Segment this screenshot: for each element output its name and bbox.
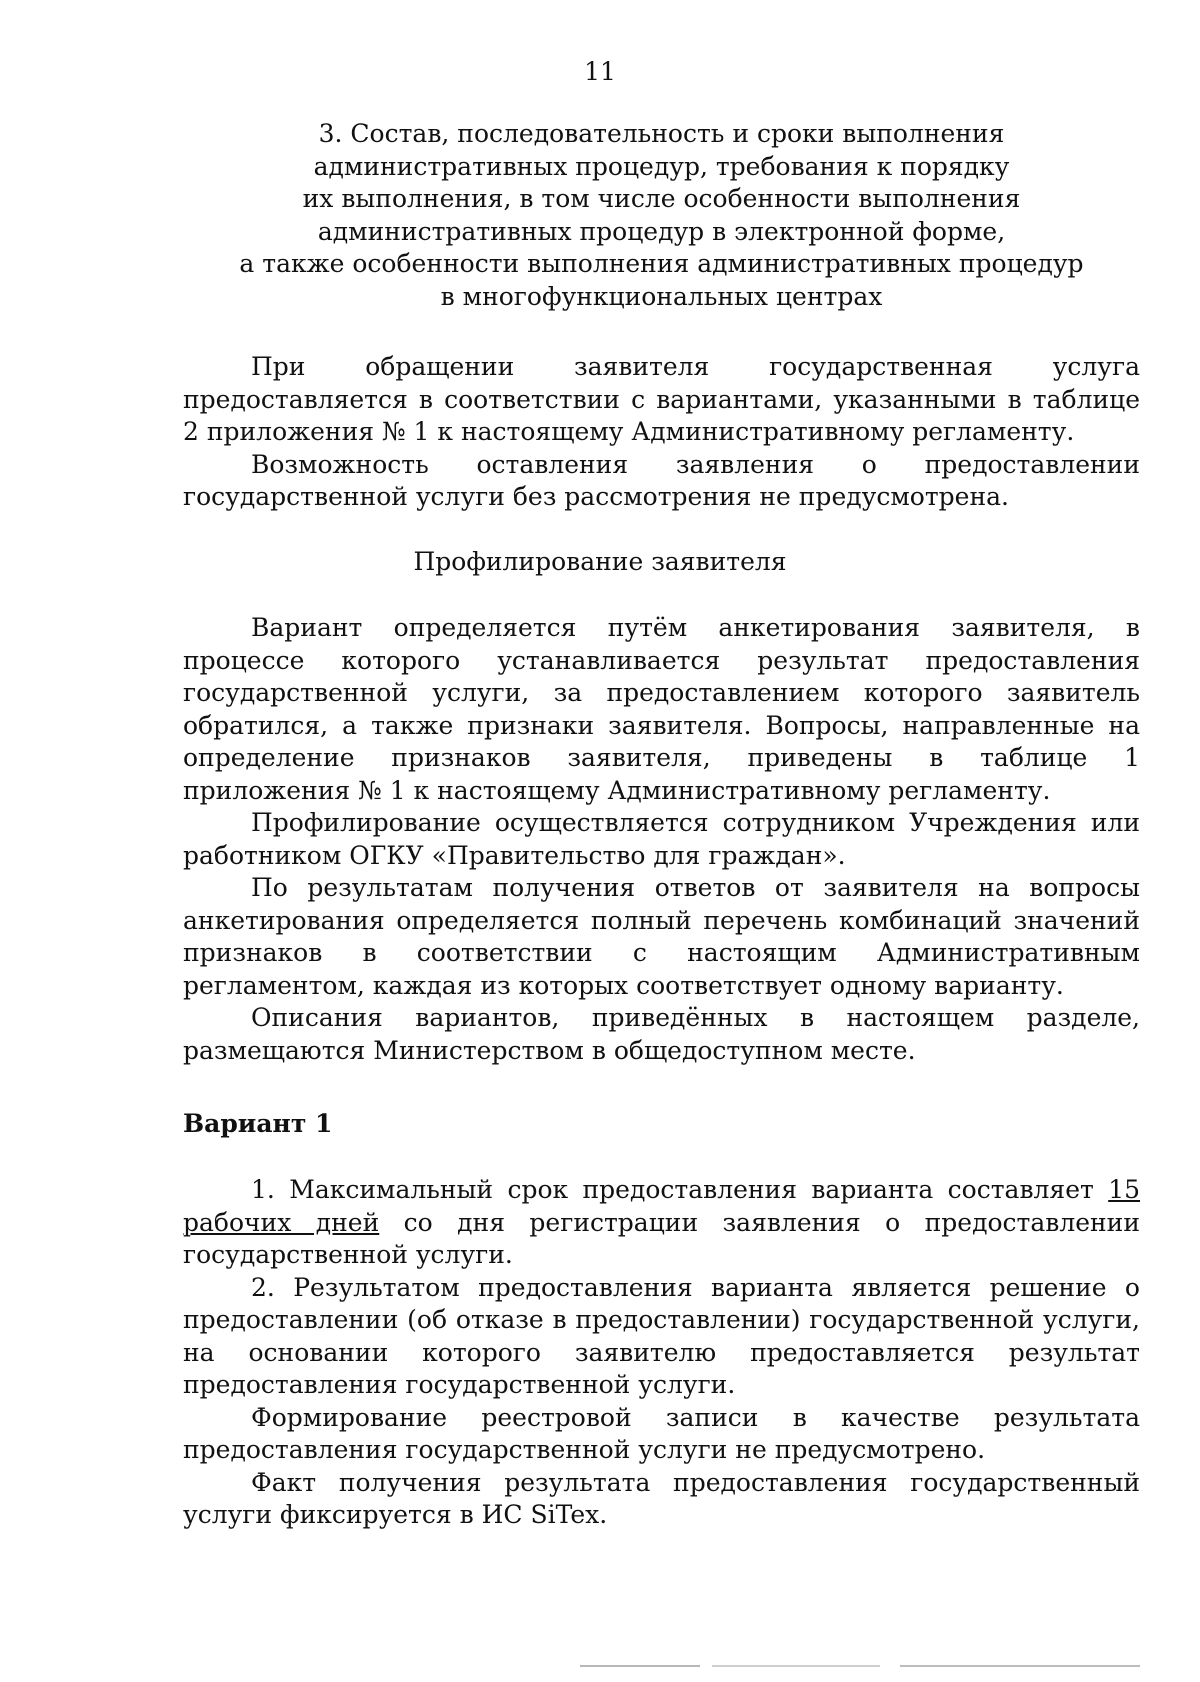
variant-1-term-suffix: со дня регистрации заявления о предоставлении государственной услуги. <box>183 1207 1140 1269</box>
variant-1-paragraph-4: Факт получения результата предоставления государственный услуги фиксируется в ИС SiTex. <box>183 1467 1140 1529</box>
intro-paragraph-1: При обращении заявителя государственная услуга предоставляется в соответствии с вариантами, указанными в таблице 2 приложения № 1 к настоящему Административному регламенту. <box>183 352 1140 446</box>
intro-section <box>183 351 1140 514</box>
section-heading-line: административных процедур, требования к порядку <box>313 151 1010 181</box>
profiling-heading: Профилирование заявителя <box>413 547 787 576</box>
variant-1-term-prefix: 1. Максимальный срок предоставления варианта составляет <box>251 1175 1109 1204</box>
profiling-paragraph-2: Профилирование осуществляется сотрудником Учреждения или работником ОГКУ «Правительство для граждан». <box>183 808 1140 870</box>
section-heading-line: а также особенности выполнения административных процедур <box>239 249 1084 278</box>
profiling-paragraph-3: По результатам получения ответов от заявителя на вопросы анкетирования определяется полный перечень комбинаций значений признаков в соответствии с настоящим Административным регламентом, каждая из которых соответствует одному варианту. <box>183 873 1140 1000</box>
section-heading-line: административных процедур в электронной форме, <box>317 216 1006 246</box>
section-heading-line: 3. Состав, последовательность и сроки выполнения <box>318 119 1005 148</box>
variant-1-paragraph-3: Формирование реестровой записи в качестве результата предоставления государственной услуги не предусмотрено. <box>183 1402 1140 1464</box>
section-heading <box>183 118 1140 313</box>
profiling-paragraph-1: Вариант определяется путём анкетирования заявителя, в процессе которого устанавливается результат предоставления государственной услуги, за предоставлением которого заявитель обратился, а также признаки заявителя. Вопросы, направленные на определение признаков заявителя, приведены в таблице 1 приложения № 1 к настоящему Административному регламенту. <box>183 613 1140 805</box>
variant-1-paragraph-1 <box>183 1174 1140 1272</box>
variant-1-heading: Вариант 1 <box>183 1109 333 1138</box>
section-heading-line: их выполнения, в том числе особенности выполнения <box>302 184 1021 213</box>
variant-1-paragraph-2: 2. Результатом предоставления варианта является решение о предоставлении (об отказе в предоставлении) государственной услуги, на основании которого заявителю предоставляется результат предоставления государственной услуги. <box>183 1272 1140 1399</box>
intro-paragraph-2: Возможность оставления заявления о предоставлении государственной услуги без рассмотрения не предусмотрена. <box>183 449 1140 511</box>
profiling-section <box>183 612 1140 1067</box>
variant-1-section <box>183 1174 1140 1532</box>
scan-edge-line <box>580 1665 1140 1667</box>
section-heading-line: в многофункциональных центрах <box>440 281 883 311</box>
variant-1-term-duration: 15 рабочих дней <box>183 1175 1140 1237</box>
profiling-paragraph-4: Описания вариантов, приведённых в настоящем разделе, размещаются Министерством в общедоступном месте. <box>183 1003 1140 1065</box>
page-number: 11 <box>584 57 616 86</box>
